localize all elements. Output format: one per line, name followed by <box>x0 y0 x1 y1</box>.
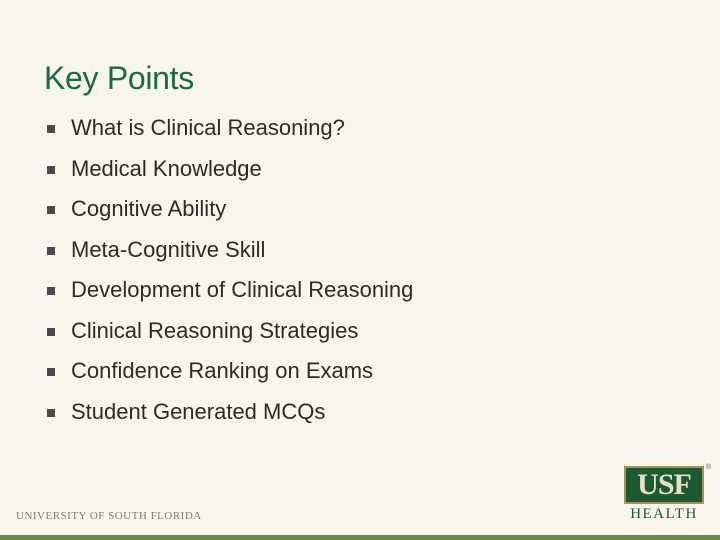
bullet-text: Cognitive Ability <box>71 196 227 222</box>
university-wordmark: UNIVERSITY OF SOUTH FLORIDA <box>16 510 202 522</box>
bullet-text: Meta-Cognitive Skill <box>71 236 266 262</box>
bullet-item <box>46 270 413 311</box>
bullet-item <box>46 311 413 352</box>
square-bullet-icon <box>47 247 55 255</box>
bullet-text: Development of Clinical Reasoning <box>71 277 414 303</box>
square-bullet-icon <box>47 287 55 295</box>
bullet-item <box>46 392 413 433</box>
footer-bar <box>0 535 720 540</box>
logo-health-text: HEALTH <box>630 506 698 522</box>
square-bullet-icon <box>47 206 55 214</box>
bullet-list <box>46 108 413 432</box>
bullet-item <box>46 351 413 392</box>
bullet-text: Student Generated MCQs <box>71 398 326 424</box>
bullet-text: Clinical Reasoning Strategies <box>71 317 359 343</box>
bullet-text: Medical Knowledge <box>71 155 262 181</box>
bullet-item <box>46 230 413 271</box>
square-bullet-icon <box>47 125 55 133</box>
bullet-text: What is Clinical Reasoning? <box>71 115 345 141</box>
registered-mark: ® <box>706 464 712 471</box>
bullet-item <box>46 149 413 190</box>
logo-box <box>624 466 704 504</box>
square-bullet-icon <box>47 166 55 174</box>
logo-usf-text: USF <box>637 468 691 501</box>
square-bullet-icon <box>47 328 55 336</box>
slide-title: Key Points <box>44 60 194 96</box>
square-bullet-icon <box>47 409 55 417</box>
bullet-item <box>46 108 413 149</box>
bullet-text: Confidence Ranking on Exams <box>71 358 374 384</box>
square-bullet-icon <box>47 368 55 376</box>
bullet-item <box>46 189 413 230</box>
usf-health-logo <box>624 464 712 524</box>
